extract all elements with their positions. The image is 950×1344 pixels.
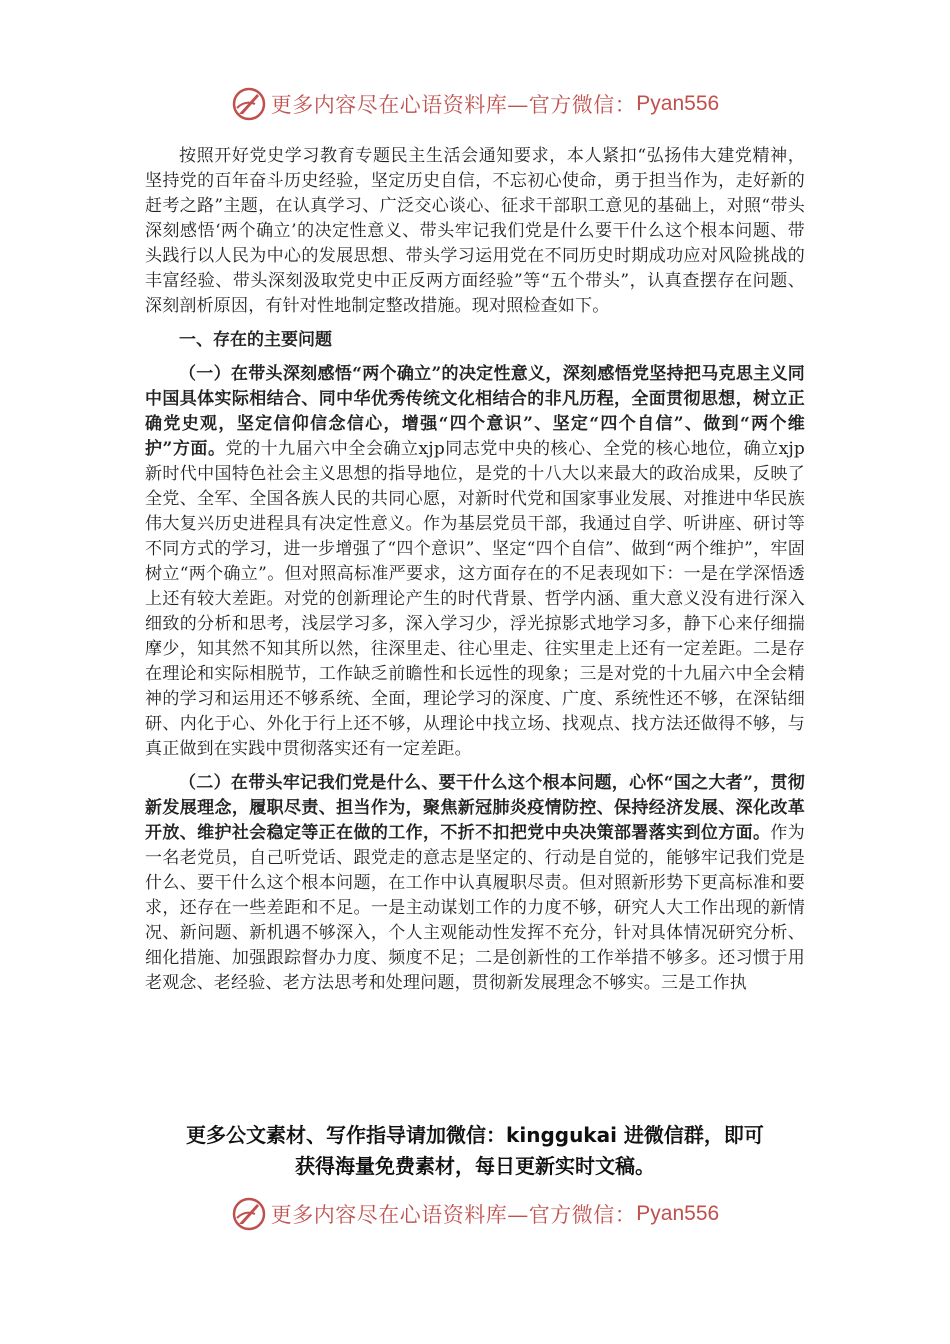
section-heading: 一、存在的主要问题 <box>179 330 332 350</box>
item-1-paragraph <box>145 362 805 762</box>
quill-logo-icon <box>231 86 267 122</box>
banner-text: 更多内容尽在心语资料库—官方微信： <box>270 1203 637 1227</box>
promo-line-2: 获得海量免费素材，每日更新实时文稿。 <box>295 1154 655 1178</box>
promo-text <box>130 1120 820 1182</box>
item-2-paragraph <box>145 771 805 996</box>
item-2-body: 作为一名老党员，自己听党话、跟党走的意志是坚定的、行动是自觉的，能够牢记我们党是什么、要干什么这个根本问题，在工作中认真履职尽责。但对照新形势下更高标准和要求，还存在一些差距和不足。一是主动谋划工作的力度不够，研究人大工作出现的新情况、新问题、新机遇不够深入，个人主观能动性发挥不充分，针对具体情况研究分析、细化措施、加强跟踪督办力度、频度不足；二是创新性的工作举措不够多。还习惯于用老观念、老经验、老方法思考和处理问题，贯彻新发展理念不够实。三是工作执 <box>145 823 805 993</box>
header-banner <box>0 84 950 124</box>
item-1-body: 党的十九届六中全会确立xjp同志党中央的核心、全党的核心地位，确立xjp新时代中国特色社会主义思想的指导地位，是党的十八大以来最大的政治成果，反映了全党、全军、全国各族人民的共同心愿，对新时代党和国家事业发展、对推进中华民族伟大复兴历史进程具有决定性意义。作为基层党员干部，我通过自学、听讲座、研讨等不同方式的学习，进一步增强了“四个意识”、坚定“四个自信”、做到“两个维护”，牢固树立“两个确立”。但对照高标准严要求，这方面存在的不足表现如下：一是在学深悟透上还有较大差距。对党的创新理论产生的时代背景、哲学内涵、重大意义没有进行深入细致的分析和思考，浅层学习多，深入学习少，浮光掠影式地学习多，静下心来仔细揣摩少，知其然不知其所以然，往深里走、往心里走、往实里走上还有一定差距。二是存在理论和实际相脱节，工作缺乏前瞻性和长远性的现象；三是对党的十九届六中全会精神的学习和运用还不够系统、全面，理论学习的深度、广度、系统性还不够，在深钻细研、内化于心、外化于行上还不够，从理论中找立场、找观点、找方法还做得不够，与真正做到在实践中贯彻落实还有一定差距。 <box>145 439 806 759</box>
intro-paragraph: 按照开好党史学习教育专题民主生活会通知要求，本人紧扣“弘扬伟大建党精神，坚持党的百年奋斗历史经验，坚定历史自信，不忘初心使命，勇于担当作为，走好新的赶考之路”主题，在认真学习、广泛交心谈心、征求干部职工意见的基础上，对照“带头深刻感悟‘两个确立’的决定性意义、带头牢记我们党是什么要干什么这个根本问题、带头践行以人民为中心的发展思想、带头学习运用党在不同历史时期成功应对风险挑战的丰富经验、带头深刻汲取党史中正反两方面经验”等“五个带头”，认真查摆存在问题、深刻剖析原因，有针对性地制定整改措施。现对照检查如下。 <box>145 146 805 316</box>
promo-line-1: 更多公文素材、写作指导请加微信：kinggukai 进微信群，即可 <box>186 1123 764 1147</box>
item-2-title: （二）在带头牢记我们党是什么、要干什么这个根本问题，心怀“国之大者”，贯彻新发展理念，履职尽责、担当作为，聚焦新冠肺炎疫情防控、保持经济发展、深化改革开放、维护社会稳定等正在做的工作，不折不扣把党中央决策部署落实到位方面。 <box>145 773 805 843</box>
banner-wechat: Pyan556 <box>636 92 720 115</box>
item-1-title: （一）在带头深刻感悟“两个确立”的决定性意义，深刻感悟党坚持把马克思主义同中国具体实际相结合、同中华优秀传统文化相结合的非凡历程，全面贯彻思想，树立正确党史观，坚定信仰信念信心，增强“四个意识”、坚定“四个自信”、做到“两个维护”方面。 <box>145 364 805 459</box>
banner-text: 更多内容尽在心语资料库—官方微信： <box>270 93 637 117</box>
footer-banner <box>0 1194 950 1234</box>
quill-logo-icon <box>231 1196 267 1232</box>
document-body <box>145 144 805 1005</box>
banner-wechat: Pyan556 <box>636 1202 720 1225</box>
